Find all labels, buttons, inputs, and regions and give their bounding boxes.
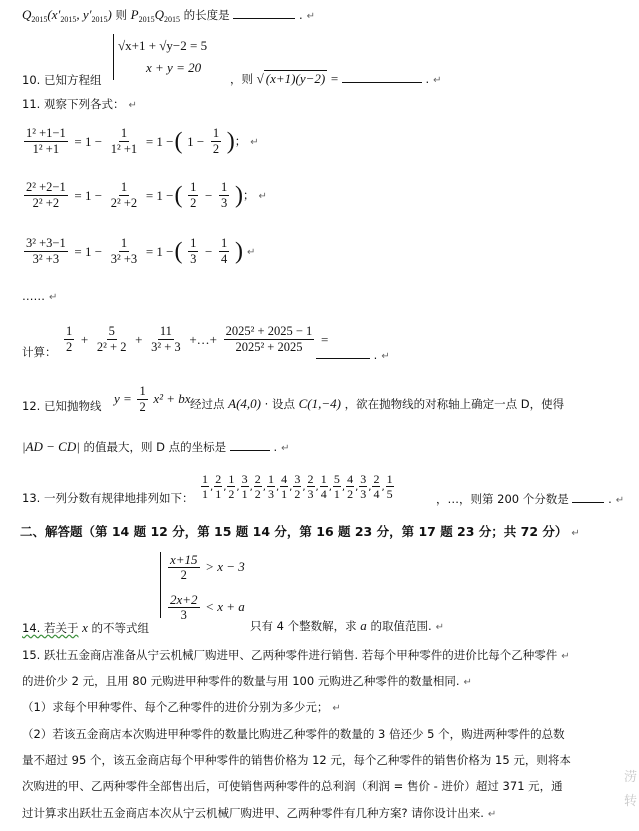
q13-fraction-numerator: 2: [307, 472, 314, 486]
q13-fraction: [227, 472, 235, 501]
section2-heading: 二、解答题（第 14 题 12 分，第 15 题 14 分，第 16 题 23 分，第 17 题 23 分；共 72 分） ↵: [20, 524, 580, 539]
q13-answer-blank[interactable]: [572, 490, 604, 503]
q12-parabola: y = $\frac{1}{2}$ x² + bx: [114, 384, 191, 414]
q13-fraction-denominator: 2: [347, 487, 354, 501]
q10-line: [22, 72, 101, 88]
q13-fraction-numerator: 3: [241, 472, 248, 486]
q10-eq2: x + y = 20: [146, 60, 202, 75]
q13-label: 13. 一列分数有规律地排列如下：: [22, 491, 194, 505]
q13-fraction: [372, 472, 380, 501]
q13-fraction-numerator: 4: [281, 472, 288, 486]
q13-fraction: [333, 472, 341, 501]
q9-answer-blank[interactable]: [233, 6, 295, 19]
q13-fraction: [214, 472, 222, 501]
q13-fraction-denominator: 2: [294, 487, 301, 501]
q14-line: 14. 若关于 x 的不等式组: [22, 620, 150, 635]
q13-fraction: [293, 472, 301, 501]
q13-sequence: $\frac{1}{1}$ , $\frac{2}{1}$ , $\frac{1}{2}$ , $\frac{3}{1}$ , $\frac{2}{2}$ , $\frac{1}{3}$ , $\frac{4}{1}$ , $\frac{3}{2}$ , $\frac{2}{3}$ , $\frac{1}{4}$ , $\frac{5}{1}$ , $\frac{4}{2}$ , $\frac{3}{3}$ , $\frac{2}{4}$ , $\frac{1}{5}$: [202, 472, 393, 501]
q15-line-1: 15. 跃壮五金商店准备从宁云机械厂购进甲、乙两种零件进行销售. 若每个甲种零件的进价比每个乙种零件 ↵: [22, 648, 570, 662]
q13-fraction: [346, 472, 354, 501]
q15-line-6: 次购进的甲、乙两种零件全部售出后，可使销售两种零件的总利润（利润 = 售价 - 进价）超过 371 元，通: [22, 779, 563, 793]
q13-fraction: [254, 472, 262, 501]
q13-fraction-denominator: 1: [215, 487, 222, 501]
q13-fraction-numerator: 4: [347, 472, 354, 486]
q13-fraction-numerator: 3: [360, 472, 367, 486]
q13-fraction-denominator: 1: [281, 487, 288, 501]
q13-fraction-denominator: 1: [202, 487, 208, 501]
q14-brace: [160, 552, 161, 618]
q9-tail-text: 的长度是: [183, 8, 230, 22]
q13-fraction: [359, 472, 367, 501]
q13-fraction-denominator: 4: [320, 487, 327, 501]
q15-line-3: （1）求每个甲种零件、每个乙种零件的进价分别为多少元； ↵: [22, 700, 341, 714]
q15-line-5: 量不超过 95 个，该五金商店每个甲种零件的销售价格为 12 元，每个乙种零件的销售价格为 15 元，则将本: [22, 753, 571, 767]
q14-ineq2: $\frac{2x+2}{3}$ < x + a: [170, 592, 245, 622]
q13-fraction-numerator: 5: [333, 472, 340, 486]
q13-fraction-denominator: 3: [360, 487, 367, 501]
q13-fraction: [241, 472, 249, 501]
q15-line-7: 过计算求出跃壮五金商店本次从宁云机械厂购进甲、乙两种零件有几种方案? 请你设计出来. ↵: [22, 806, 497, 820]
q13-fraction-numerator: 2: [373, 472, 380, 486]
q13-fraction: [320, 472, 328, 501]
q11-answer-blank[interactable]: [316, 346, 370, 359]
q13-fraction-denominator: 2: [254, 487, 261, 501]
q13-line: [22, 490, 193, 506]
q15-line-2: 的进价少 2 元，且用 80 元购进甲种零件的数量与用 100 元购进乙种零件的数量相同. ↵: [22, 674, 472, 688]
q12-line2: |AD − CD| 的值最大，则 D 点的坐标是 . ↵: [22, 439, 290, 454]
q13-fraction-denominator: 4: [373, 487, 380, 501]
q10-label: 10. 已知方程组: [22, 73, 102, 87]
q13-fraction-numerator: 1: [320, 472, 327, 486]
q12-label: 12. 已知抛物线: [22, 399, 102, 413]
q12-point-a: A(4,0): [228, 396, 262, 411]
q11-calc-expression: $\frac{1}{2}$ + $\frac{5}{\text{2² + 2}}$ + $\frac{11}{\text{3² + 3}}$ +…+ $\frac{\text{2025² + 2025 − 1}}{\text{2025² + 2025}}$ =: [66, 324, 329, 354]
q13-fraction: [386, 472, 394, 501]
q10-radicand: (x+1)(y−2): [265, 71, 326, 86]
q10-tail: ，则 √ (x+1)(y−2) = . ↵: [230, 71, 442, 86]
q14-tail: 只有 4 个整数解，求 a 的取值范围. ↵: [250, 618, 444, 633]
q13-fraction-numerator: 2: [215, 472, 222, 486]
q12-point-c: C(1,−4): [298, 396, 341, 411]
q15-line-4: （2）若该五金商店本次购进甲种零件的数量比购进乙种零件的数量的 3 倍还少 5 个，购进两种零件的总数: [22, 727, 565, 741]
q13-fraction: [307, 472, 315, 501]
watermark-char-1: 涝: [623, 770, 637, 785]
q14-ineq1: $\frac{x+15}{2}$ > x − 3: [170, 552, 245, 582]
q13-fraction-numerator: 1: [202, 472, 208, 486]
q13-fraction-denominator: 3: [307, 487, 314, 501]
q13-fraction-numerator: 1: [386, 472, 393, 486]
q11-row-2: $\frac{\text{2² +2−1}}{\text{2² +2}}$ = 1 − $\frac{1}{\text{2² +2}}$ = 1 −( $\frac{1}{2}$ − $\frac{1}{3}$ )； ↵: [26, 180, 267, 210]
q13-fraction-denominator: 1: [333, 487, 340, 501]
q12-line1: [22, 398, 101, 414]
q13-fraction-denominator: 2: [228, 487, 235, 501]
q13-tail: ，…，则第 200 个分数是 . ↵: [436, 492, 625, 506]
q11-calc-blank-line: . ↵: [316, 346, 390, 365]
q13-fraction-denominator: 3: [267, 487, 274, 501]
q13-fraction: [201, 472, 209, 501]
q11-dots: …… ↵: [22, 289, 58, 303]
q13-fraction: [267, 472, 275, 501]
q12-abs-expr: |AD − CD|: [22, 439, 80, 454]
q11-calc-label: 计算：: [22, 345, 57, 359]
q11-label: 11. 观察下列各式： ↵: [22, 97, 137, 111]
watermark-char-2: 转: [623, 794, 637, 809]
q10-brace: [113, 34, 114, 80]
q12-answer-blank[interactable]: [230, 438, 270, 451]
q10-answer-blank[interactable]: [342, 70, 422, 83]
q11-row-1: $\frac{\text{1² +1−1}}{\text{1² +1}}$ = 1 − $\frac{1}{\text{1² +1}}$ = 1 −( 1 − $\frac{1}{2}$ )； ↵: [26, 126, 259, 156]
q13-fraction-numerator: 3: [294, 472, 301, 486]
q9-tail-line: $Q_{2015}(x'_{2015}$, $y'_{2015}$) 则 $P_{2015}Q_{2015}$ 的长度是 . ↵: [22, 7, 315, 24]
q13-fraction-numerator: 2: [254, 472, 261, 486]
q13-fraction-numerator: 1: [267, 472, 274, 486]
q13-fraction-denominator: 5: [386, 487, 393, 501]
q10-eq1: √x+1 + √y−2 = 5: [118, 38, 208, 53]
q12-line1-tail: 经过点 A(4,0) · 设点 C(1,−4) ，欲在抛物线的对称轴上确定一点 D，使得: [190, 396, 565, 411]
q13-fraction-denominator: 1: [241, 487, 248, 501]
q13-fraction-numerator: 1: [228, 472, 235, 486]
q11-row-3: $\frac{\text{3² +3−1}}{\text{3² +3}}$ = 1 − $\frac{1}{\text{3² +3}}$ = 1 −( $\frac{1}{3}$ − $\frac{1}{4}$ ) ↵: [26, 236, 256, 266]
q13-fraction: [280, 472, 288, 501]
